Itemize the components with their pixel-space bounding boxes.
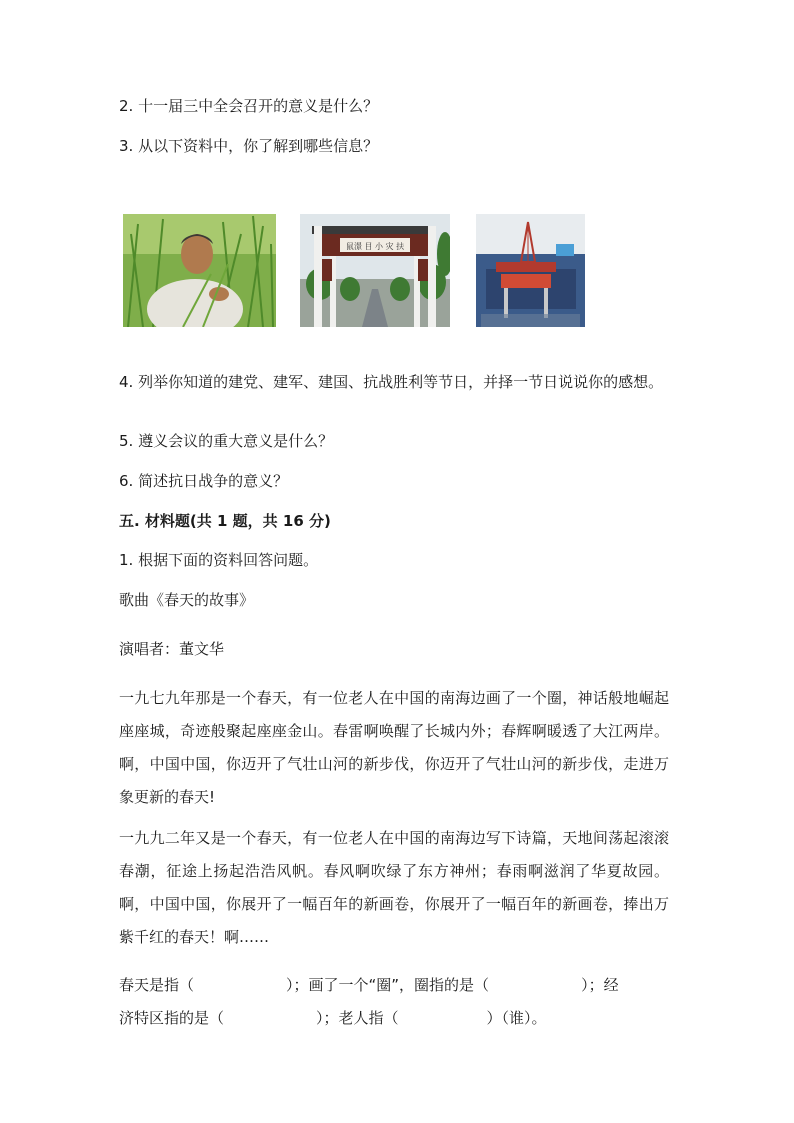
fill-in-line-2 (119, 1008, 547, 1028)
fill-text-d: 济特区指的是（ (119, 1009, 225, 1027)
fill-text-b: ）；画了一个“圈”，圈指的是（ (286, 976, 490, 994)
fill-text-c: ）；经 (581, 976, 619, 994)
question-4: 4. 列举你知道的建党、建军、建国、抗战胜利等节日，并择一节日说说你的感想。 (119, 373, 664, 391)
question-2: 2. 十一届三中全会召开的意义是什么？ (119, 97, 379, 115)
scientist-in-rice-field-photo (123, 214, 276, 327)
lyric-paragraph-1: 一九七九年那是一个春天，有一位老人在中国的南海边画了一个圈，神话般地崛起座座城，奇迹般聚起座座金山。春雷啊唤醒了长城内外；春辉啊暖透了大江两岸。啊，中国中国，你迈开了气壮山河的新步伐，你迈开了气壮山河的新步伐，走进万象更新的春天! (119, 689, 669, 806)
memorial-archway-photo (300, 214, 450, 327)
oil-platform-model-photo (476, 214, 585, 327)
singer-line: 演唱者：董文华 (119, 640, 225, 658)
fill-text-e: ）；老人指（ (316, 1009, 399, 1027)
song-title: 歌曲《春天的故事》 (119, 591, 255, 609)
fill-text-a: 春天是指（ (119, 976, 195, 994)
section-heading: 五. 材料题(共 1 题，共 16 分) (119, 512, 331, 530)
lyric-paragraph-2: 一九九二年又是一个春天，有一位老人在中国的南海边写下诗篇，天地间荡起滚滚春潮，征途上扬起浩浩风帆。春风啊吹绿了东方神州；春雨啊滋润了华夏故园。啊，中国中国，你展开了一幅百年的新画卷，你展开了一幅百年的新画卷，捧出万紫千红的春天！啊…… (119, 829, 669, 946)
fill-in-line-1 (119, 975, 665, 995)
material-question-1: 1. 根据下面的资料回答问题。 (119, 551, 319, 569)
question-6: 6. 简述抗日战争的意义？ (119, 472, 289, 490)
archway-plaque: 鼠澋 目 小 灾 扶 (345, 242, 405, 251)
question-5: 5. 遵义会议的重大意义是什么？ (119, 432, 334, 450)
question-3: 3. 从以下资料中，你了解到哪些信息？ (119, 137, 379, 155)
fill-text-f: ）（谁）。 (486, 1009, 547, 1027)
